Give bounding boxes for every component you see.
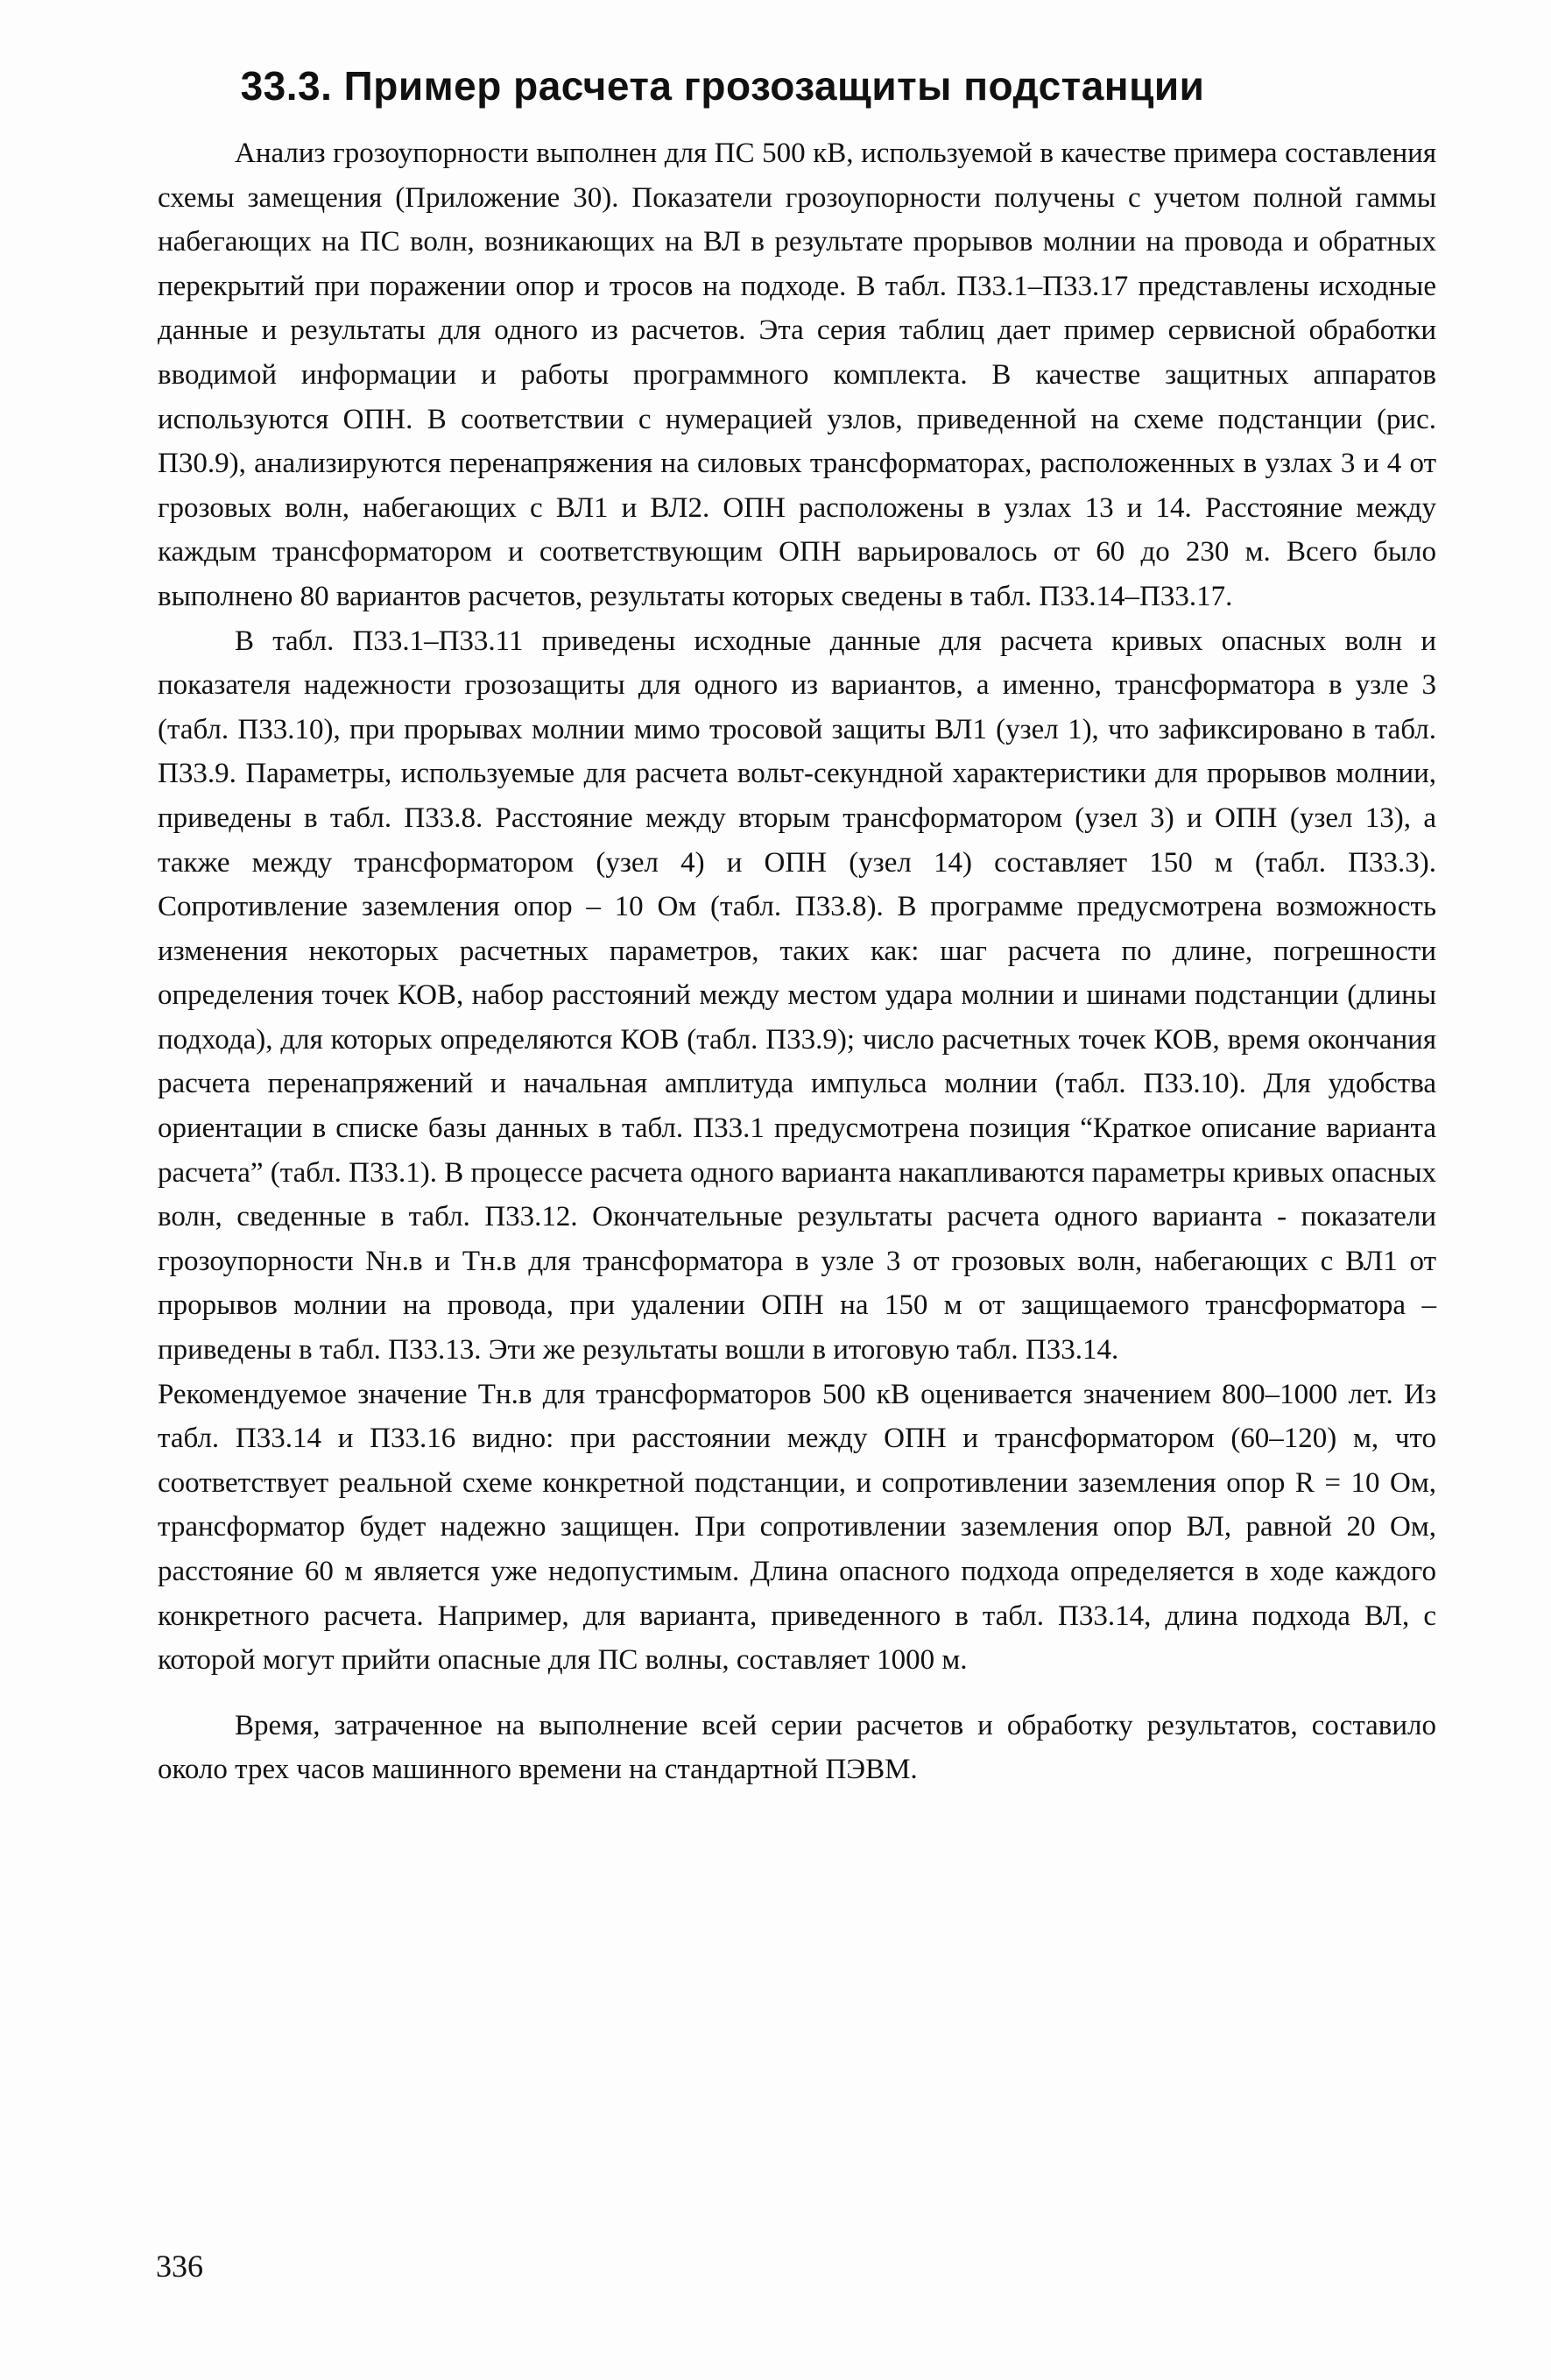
paragraph-recommendation: Рекомендуемое значение Tн.в для трансформаторов 500 кВ оценивается значением 800–1000 лет. Из табл. П33.14 и П33.16 видно: при расстоянии между ОПН и трансформатором (60–120) м, что соответствует реальной схеме конкретной подстанции, и сопротивлении заземления опор R = 10 Ом, трансформатор будет надежно защищен. При сопротивлении заземления опор ВЛ, равной 20 Ом, расстояние 60 м является уже недопустимым. Длина опасного подхода определяется в ходе каждого конкретного расчета. Например, для варианта, приведенного в табл. П33.14, длина подхода ВЛ, с которой могут прийти опасные для ПС волны, составляет 1000 м. (158, 1378, 1436, 1677)
body-text (158, 131, 1436, 1792)
paragraph-computation-time: Время, затраченное на выполнение всей серии расчетов и обработку результатов, составило около трех часов машинного времени на стандартной ПЭВМ. (158, 1709, 1436, 1786)
paragraph-analysis: Анализ грозоупорности выполнен для ПС 500 кВ, используемой в качестве примера составления схемы замещения (Приложение 30). Показатели грозоупорности получены с учетом полной гаммы набегающих на ПС волн, возникающих на ВЛ в результате прорывов молнии на провода и обратных перекрытий при поражении опор и тросов на подходе. В табл. П33.1–П33.17 представлены исходные данные и результаты для одного из расчетов. Эта серия таблиц дает пример сервисной обработки вводимой информации и работы программного комплекта. В качестве защитных аппаратов используются ОПН. В соответствии с нумерацией узлов, приведенной на схеме подстанции (рис. П30.9), анализируются перенапряжения на силовых трансформаторах, расположенных в узлах 3 и 4 от грозовых волн, набегающих с ВЛ1 и ВЛ2. ОПН расположены в узлах 13 и 14. Расстояние между каждым трансформатором и соответствующим ОПН варьировалось от 60 до 230 м. Всего было выполнено 80 вариантов расчетов, результаты которых сведены в табл. П33.14–П33.17. (158, 138, 1436, 612)
page-number: 336 (156, 2249, 203, 2284)
section-title: 33.3. Пример расчета грозозащиты подстанции (240, 63, 1205, 109)
paragraph-source-data: В табл. П33.1–П33.11 приведены исходные данные для расчета кривых опасных волн и показателя надежности грозозащиты для одного из вариантов, а именно, трансформатора в узле 3 (табл. П33.10), при прорывах молнии мимо тросовой защиты ВЛ1 (узел 1), что зафиксировано в табл. П33.9. Параметры, используемые для расчета вольт-секундной характеристики для прорывов молнии, приведены в табл. П33.8. Расстояние между вторым трансформатором (узел 3) и ОПН (узел 13), а также между трансформатором (узел 4) и ОПН (узел 14) составляет 150 м (табл. П33.3). Сопротивление заземления опор – 10 Ом (табл. П33.8). В программе предусмотрена возможность изменения некоторых расчетных параметров, таких как: шаг расчета по длине, погрешности определения точек КОВ, набор расстояний между местом удара молнии и шинами подстанции (длины подхода), для которых определяются КОВ (табл. П33.9); число расчетных точек КОВ, время окончания расчета перенапряжений и начальная амплитуда импульса молнии (табл. П33.10). Для удобства ориентации в списке базы данных в табл. П33.1 предусмотрена позиция “Краткое описание варианта расчета” (табл. П33.1). В процессе расчета одного варианта накапливаются параметры кривых опасных волн, сведенные в табл. П33.12. Окончательные результаты расчета одного варианта - показатели грозоупорности Nн.в и Tн.в для трансформатора в узле 3 от грозовых волн, набегающих с ВЛ1 от прорывов молнии на провода, при удалении ОПН на 150 м от защищаемого трансформатора – приведены в табл. П33.13. Эти же результаты вошли в итоговую табл. П33.14. (158, 625, 1436, 1367)
